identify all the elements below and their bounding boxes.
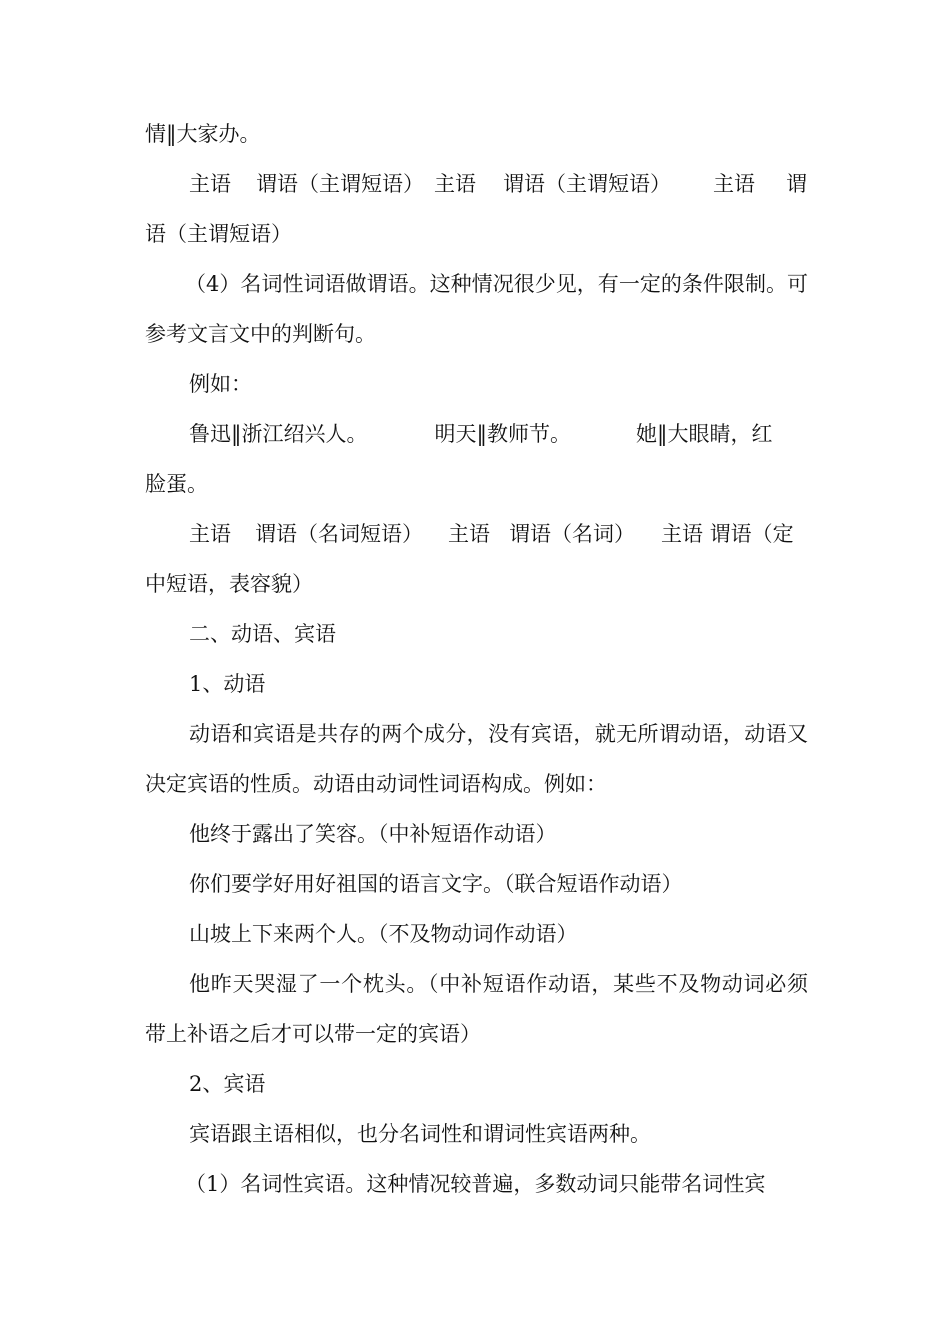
label-subject-predicate-6: 主语 谓语（定 [661,522,794,546]
label-predicate-5: 谓语（名词） [509,522,635,546]
example-verb-4: 他昨天哭湿了一个枕头。（中补短语作动语，某些不及物动词必须带上补语之后才可以带一定的宾语） [145,972,808,1046]
label-subject-2: 主语 [434,172,476,196]
label-subject-5: 主语 [448,522,490,546]
label-subject-3: 主语 [713,172,755,196]
label-subject-4: 主语 [189,522,231,546]
example-verb-2: 你们要学好用好祖国的语言文字。（联合短语作动语） [189,872,683,896]
document-body [145,109,808,1209]
label-predicate-1: 谓语（主谓短语） [256,172,424,196]
label-predicate-4: 谓语（名词短语） [255,522,423,546]
subsection-heading-verb: 1、动语 [189,672,266,696]
example-verb-1: 他终于露出了笑容。（中补短语作动语） [189,822,557,846]
example-verb-3: 山坡上下来两个人。（不及物动词作动语） [189,922,578,946]
text-line-1: 情‖大家办。 [145,122,261,146]
example-sentence-3: 她‖大眼睛，红 [636,422,773,446]
text-line-3: 语（主谓短语） [145,222,292,246]
label-subject-1: 主语 [189,172,231,196]
paragraph-verb-definition: 动语和宾语是共存的两个成分，没有宾语，就无所谓动语，动语又决定宾语的性质。动语由动词性词语构成。例如： [145,722,808,796]
subsection-heading-object: 2、宾语 [189,1072,266,1096]
label-predicate-3: 谓 [786,172,807,196]
section-heading-2: 二、动语、宾语 [189,622,336,646]
example-row-1 [145,409,808,459]
paragraph-4: （4）名词性词语做谓语。这种情况很少见，有一定的条件限制。可参考文言文中的判断句。 [145,272,808,346]
example-sentence-2: 明天‖教师节。 [434,422,571,446]
example-sentence-1: 鲁迅‖浙江绍兴人。 [189,422,368,446]
label-predicate-2: 谓语（主谓短语） [503,172,671,196]
paragraph-example-label: 例如： [189,372,252,396]
grammar-label-row-1 [145,159,808,209]
text-line-9: 中短语，表容貌） [145,572,313,596]
grammar-label-row-2 [145,509,808,559]
text-line-7: 脸蛋。 [145,472,208,496]
paragraph-object-nominal: （1）名词性宾语。这种情况较普遍，多数动词只能带名词性宾 [185,1172,766,1196]
paragraph-object-definition: 宾语跟主语相似，也分名词性和谓词性宾语两种。 [189,1122,651,1146]
